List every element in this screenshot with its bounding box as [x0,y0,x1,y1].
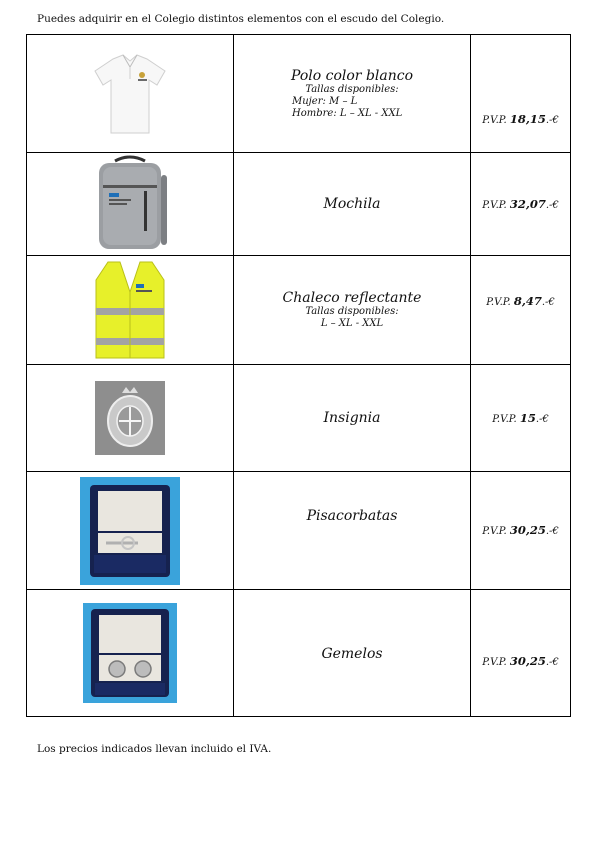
product-description-cell [234,365,471,472]
price-prefix: P.V.P. [482,657,507,668]
intro-text: Puedes adquirir en el Colegio distintos elementos con el escudo del Colegio. [37,13,445,25]
price-value: 8,47 [513,294,542,308]
price-suffix: .-€ [535,414,549,425]
product-name: Mochila [323,196,381,212]
product-price-cell [471,256,571,365]
table-row [27,256,571,365]
table-row [27,590,571,717]
price-value: 32,07 [509,197,546,211]
price-prefix: P.V.P. [486,297,511,308]
product-name: Insignia [323,410,381,426]
product-description-cell [234,590,471,717]
product-image-cell [27,472,234,590]
price-prefix: P.V.P. [482,115,507,126]
sizes-title: Tallas disponibles: [305,83,399,95]
product-price-cell [471,365,571,472]
price-suffix: .-€ [541,297,555,308]
product-image-cell [27,35,234,153]
price-suffix: .-€ [545,657,559,668]
reflective-vest-image [90,258,170,362]
table-row [27,365,571,472]
product-image-cell [27,256,234,365]
product-description-cell [234,153,471,256]
product-image-cell [27,590,234,717]
product-price-cell [471,153,571,256]
product-price-cell [471,35,571,153]
price-prefix: P.V.P. [492,414,517,425]
product-name: Pisacorbatas [306,508,398,524]
price-value: 15 [519,411,536,425]
price-prefix: P.V.P. [482,200,507,211]
price-suffix: .-€ [545,526,559,537]
product-description-cell [234,256,471,365]
white-polo-shirt-image [85,49,175,139]
product-price-cell [471,472,571,590]
sizes-title: Tallas disponibles: [305,306,399,317]
table-row [27,35,571,153]
footer-note: Los precios indicados llevan incluido el IVA. [37,743,272,755]
sizes-available: L – XL - XXL [320,318,384,329]
table-row [27,472,571,590]
cufflinks-box-image [83,603,177,703]
price-prefix: P.V.P. [482,526,507,537]
sizes-women: Mujer: M – L [292,95,358,107]
product-price-cell [471,590,571,717]
sizes-men: Hombre: L – XL - XXL [292,107,403,119]
price-value: 18,15 [509,112,546,126]
product-name: Gemelos [321,646,383,662]
table-row [27,153,571,256]
tie-clip-box-image [80,477,180,585]
price-value: 30,25 [509,523,546,537]
price-value: 30,25 [509,654,546,668]
product-description-cell [234,35,471,153]
product-name: Polo color blanco [290,67,414,84]
grey-backpack-image [85,155,175,253]
product-image-cell [27,365,234,472]
product-name: Chaleco reflectante [282,290,422,306]
product-description-cell [234,472,471,590]
product-image-cell [27,153,234,256]
silver-insignia-image [95,381,165,455]
product-table [26,34,571,717]
price-suffix: .-€ [545,200,559,211]
price-suffix: .-€ [545,115,559,126]
